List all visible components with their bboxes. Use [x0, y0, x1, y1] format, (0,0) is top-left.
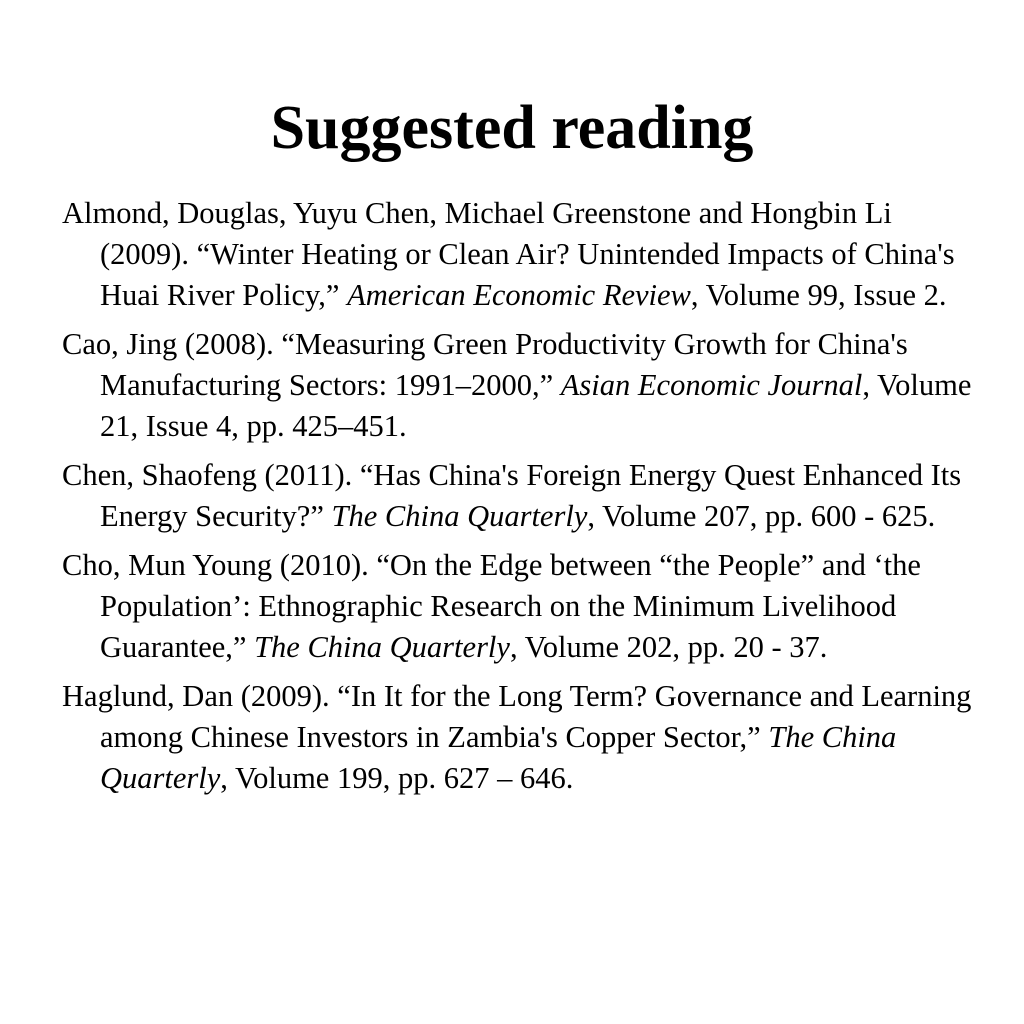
reference-item [62, 324, 972, 447]
page-title: Suggested reading [270, 94, 754, 162]
journal-title: The China Quarterly [100, 720, 897, 795]
reference-details: , Volume 207, pp. 600 - 625. [587, 499, 936, 533]
journal-title: The China Quarterly [331, 499, 588, 533]
journal-title: Asian Economic Journal [560, 368, 863, 402]
journal-title: The China Quarterly [254, 630, 510, 664]
reference-text: Cho, Mun Young (2010). “On the Edge between “the People” and ‘the Population’: Ethnographic Research on the Minimum Livelihood Guarantee,” [62, 548, 921, 664]
reference-item [62, 193, 972, 316]
reference-details: , Volume 199, pp. 627 – 646. [220, 761, 574, 795]
journal-title: American Economic Review [347, 278, 691, 312]
reference-item [62, 455, 972, 537]
reference-list [62, 193, 972, 807]
reference-text: Chen, Shaofeng (2011). “Has China's Foreign Energy Quest Enhanced Its Energy Security?” [62, 458, 962, 533]
reference-text: Cao, Jing (2008). “Measuring Green Productivity Growth for China's Manufacturing Sectors: 1991–2000,” [62, 327, 908, 402]
reference-text: Almond, Douglas, Yuyu Chen, Michael Greenstone and Hongbin Li (2009). “Winter Heating or Clean Air? Unintended Impacts of China's Huai River Policy,” [62, 196, 955, 312]
reference-details: , Volume 202, pp. 20 - 37. [509, 630, 828, 664]
reference-item [62, 545, 972, 668]
reference-text: Haglund, Dan (2009). “In It for the Long Term? Governance and Learning among Chinese Investors in Zambia's Copper Sector,” [62, 679, 972, 754]
reference-details: , Volume 21, Issue 4, pp. 425–451. [100, 368, 972, 443]
reference-details: , Volume 99, Issue 2. [690, 278, 947, 312]
reference-item [62, 676, 972, 799]
